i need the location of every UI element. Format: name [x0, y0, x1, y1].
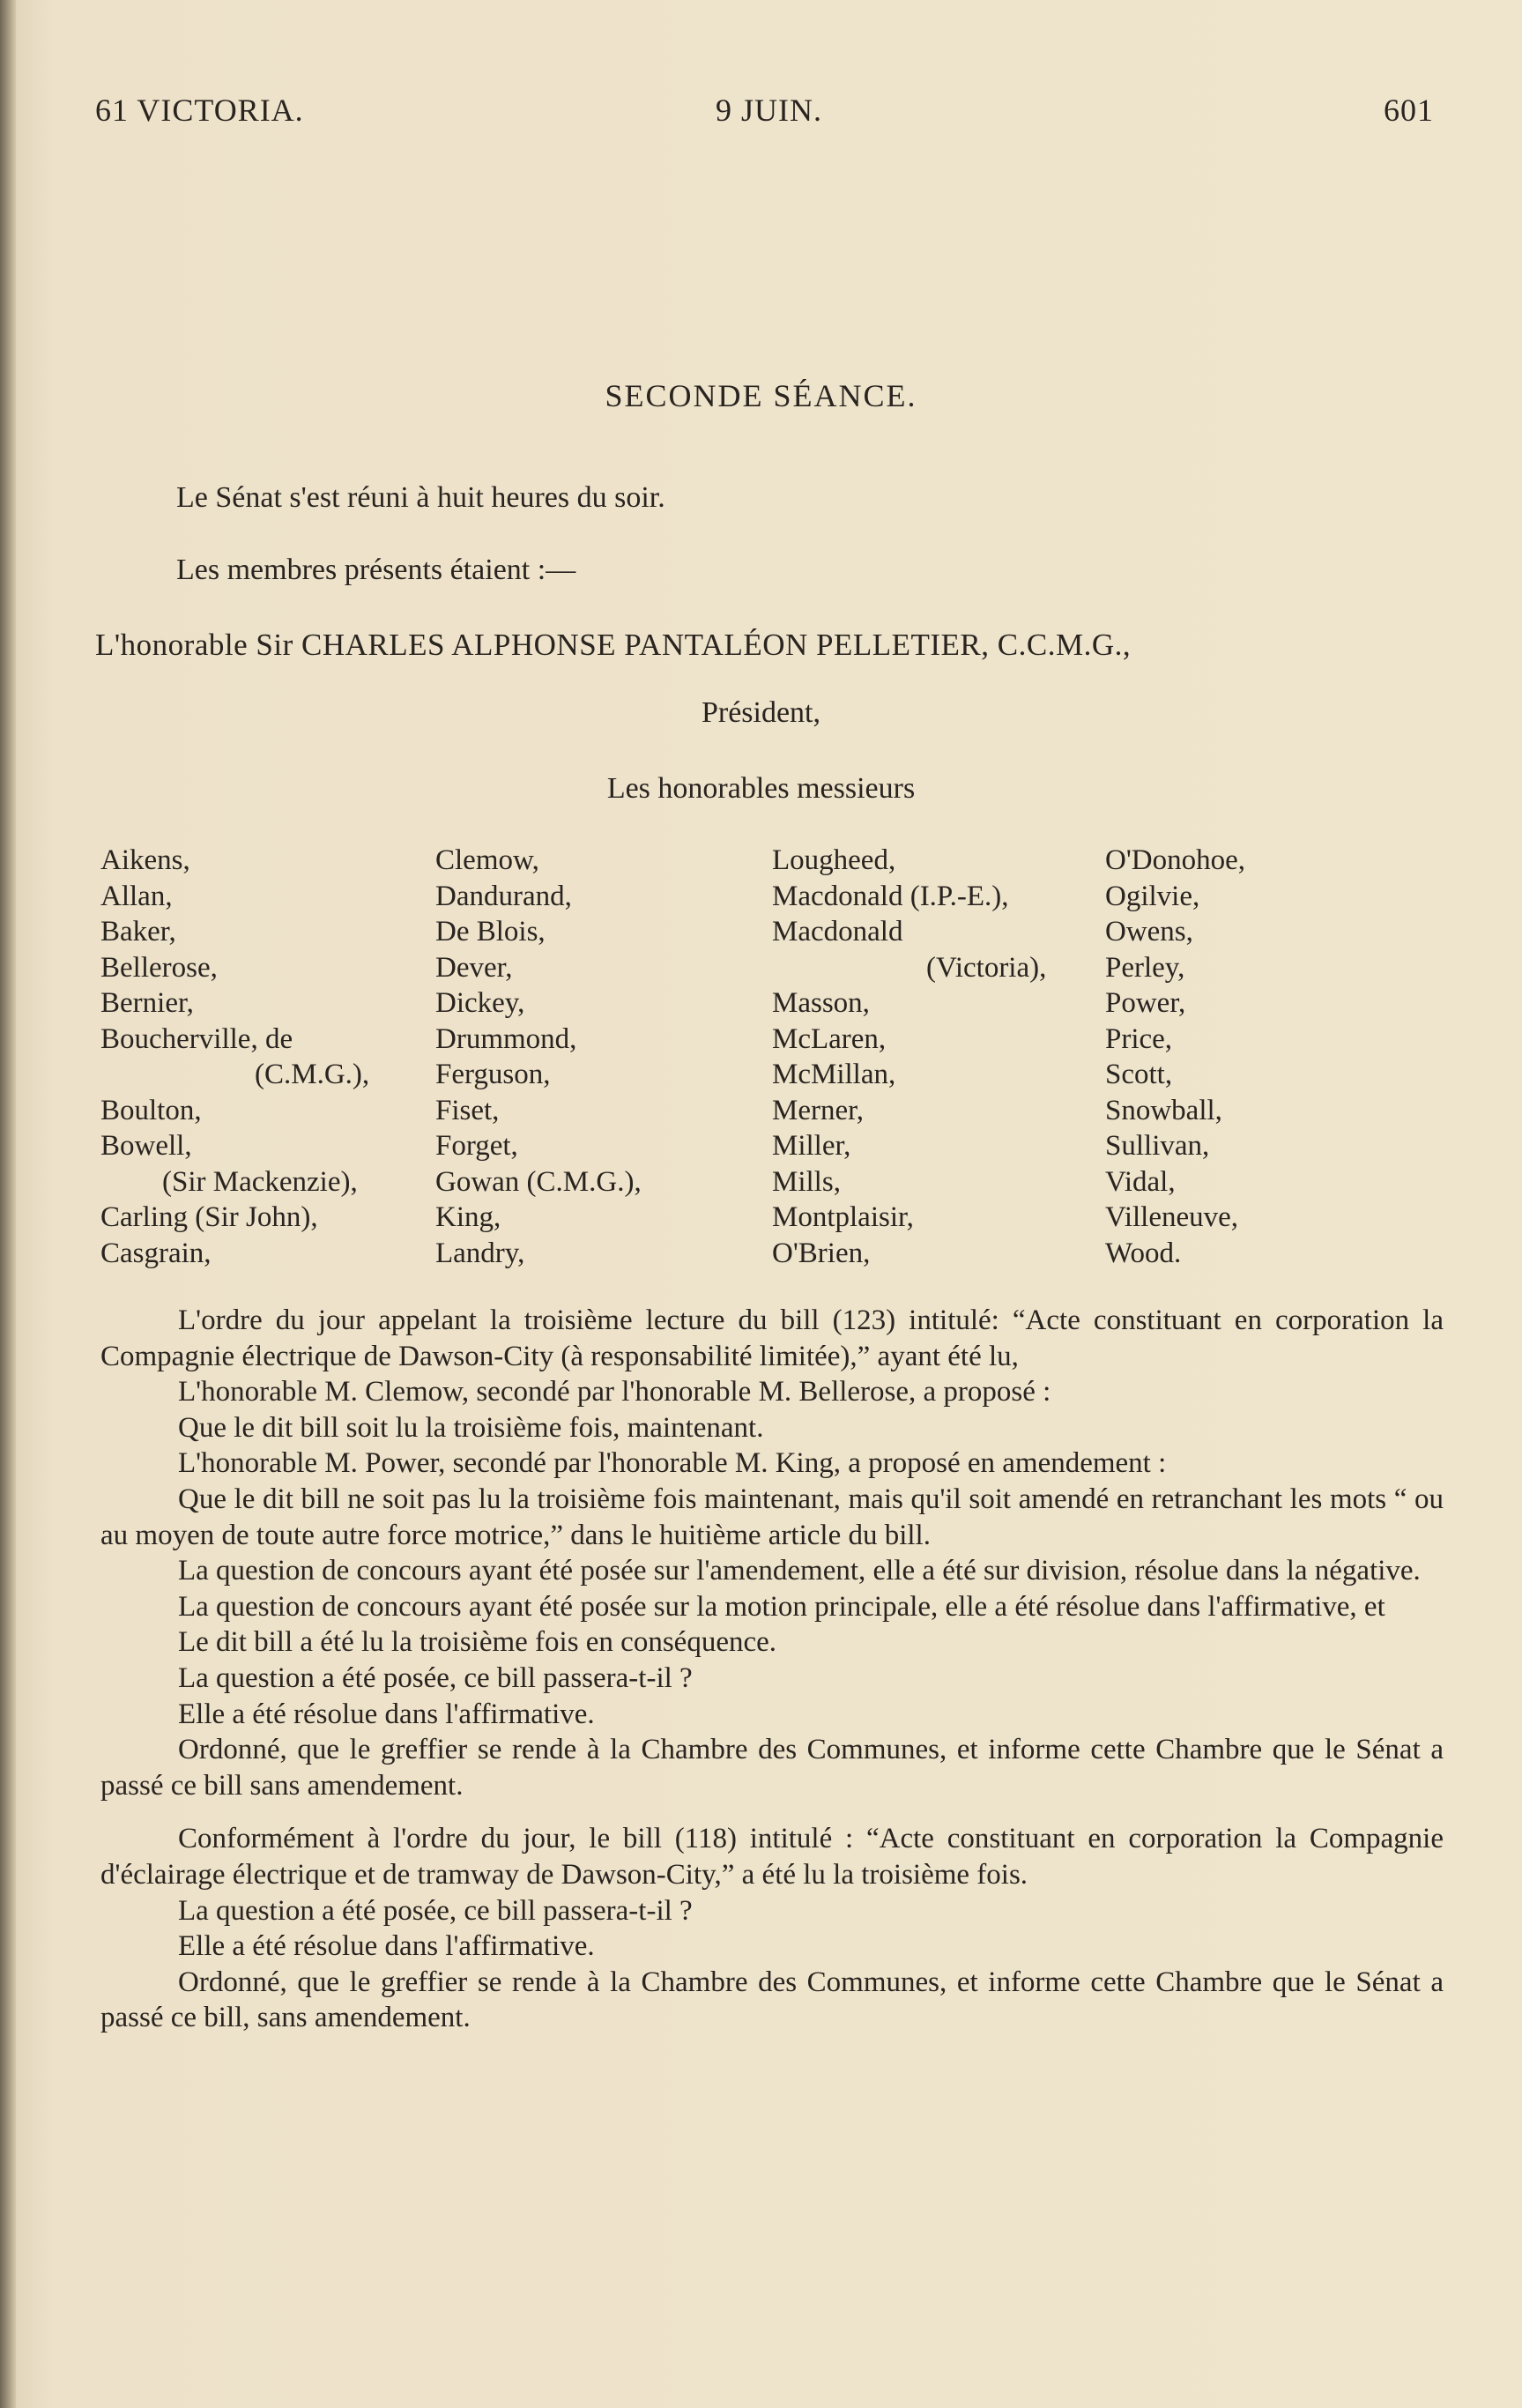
member-name: Perley, [1105, 951, 1185, 984]
members-column-4 [1105, 843, 1245, 1271]
paragraph: Ordonné, que le greffier se rende à la Chambre des Communes, et informe cette Chambre que le Sénat a passé ce bill, sans amendement. [100, 1966, 1444, 2034]
member-name: Aikens, [100, 844, 190, 876]
paragraph: La question de concours ayant été posée sur l'amendement, elle a été sur division, résolue dans la négative. [178, 1555, 1421, 1587]
member-name: Baker, [100, 916, 176, 948]
member-name: O'Donohoe, [1105, 844, 1246, 876]
member-name: Drummond, [435, 1022, 577, 1055]
members-column-2 [435, 843, 642, 1271]
president-title: Président, [701, 696, 821, 729]
member-name: Dever, [435, 951, 513, 984]
members-column-1 [100, 843, 369, 1271]
member-name-continuation: (Sir Mackenzie), [162, 1165, 358, 1198]
honorables-heading: Les honorables messieurs [606, 772, 916, 805]
member-name: Montplaisir, [772, 1201, 914, 1233]
proceedings-text [100, 1303, 1444, 2036]
paragraph: La question de concours ayant été posée sur la motion principale, elle a été résolue dans l'affirmative, et [178, 1590, 1385, 1623]
president-name: L'honorable Sir CHARLES ALPHONSE PANTALÉON PELLETIER, C.C.M.G., [95, 628, 1132, 662]
member-name-continuation: (Victoria), [926, 951, 1047, 984]
paragraph: Que le dit bill soit lu la troisième fois, maintenant. [178, 1411, 764, 1444]
member-name: Bernier, [100, 987, 194, 1019]
member-name: Villeneuve, [1105, 1201, 1239, 1233]
members-list [100, 843, 1405, 1283]
member-name: Macdonald [772, 916, 903, 948]
member-name: Sullivan, [1105, 1130, 1210, 1162]
member-name: Lougheed, [772, 844, 896, 876]
member-name: Dickey, [435, 987, 525, 1019]
member-name: King, [435, 1201, 501, 1233]
member-name: O'Brien, [772, 1237, 871, 1269]
member-name: Clemow, [435, 844, 539, 876]
member-name: Miller, [772, 1130, 851, 1162]
paragraph: La question a été posée, ce bill passera-t-il ? [178, 1894, 693, 1927]
member-name: Bowell, [100, 1130, 192, 1162]
member-name: Mills, [772, 1165, 841, 1198]
running-header-date: 9 JUIN. [716, 93, 822, 128]
paragraph: L'honorable M. Clemow, secondé par l'honorable M. Bellerose, a proposé : [178, 1376, 1051, 1408]
paragraph: Conformément à l'ordre du jour, le bill (118) intitulé : “Acte constituant en corporation la Compagnie d'éclairage électrique et de tramway de Dawson-City,” a été lu la troisième fois. [100, 1823, 1444, 1891]
member-name: Scott, [1105, 1059, 1173, 1090]
members-column-3 [772, 843, 1046, 1271]
members-present-intro: Les membres présents étaient :— [176, 554, 576, 586]
book-spine [0, 0, 16, 2408]
member-name: Masson, [772, 987, 870, 1019]
member-name: Forget, [435, 1130, 518, 1162]
member-name-continuation: (C.M.G.), [255, 1059, 370, 1090]
member-name: Dandurand, [435, 880, 572, 912]
sitting-statement: Le Sénat s'est réuni à huit heures du soir. [176, 481, 665, 514]
member-name: Allan, [100, 880, 173, 912]
member-name: Bellerose, [100, 951, 218, 984]
paragraph: La question a été posée, ce bill passera-t-il ? [178, 1661, 693, 1694]
paragraph: Elle a été résolue dans l'affirmative. [178, 1930, 595, 1963]
member-name: De Blois, [435, 916, 546, 948]
member-name: Boucherville, de [100, 1022, 293, 1055]
member-name: Price, [1105, 1022, 1173, 1055]
paragraph-gap [100, 1803, 1444, 1821]
paragraph: Que le dit bill ne soit pas lu la troisième fois maintenant, mais qu'il soit amendé en retranchant les mots “ ou au moyen de toute autre force motrice,” dans le huitième article du bill. [100, 1483, 1444, 1551]
member-name: Merner, [772, 1094, 865, 1126]
member-name: Macdonald (I.P.-E.), [772, 880, 1009, 912]
member-name: Ogilvie, [1105, 880, 1200, 912]
running-header-left: 61 VICTORIA. [95, 93, 304, 128]
member-name: Owens, [1105, 916, 1193, 948]
paragraph: Ordonné, que le greffier se rende à la Chambre des Communes, et informe cette Chambre que le Sénat a passé ce bill sans amendement. [100, 1734, 1444, 1802]
page-number: 601 [1384, 93, 1434, 128]
paragraph: L'honorable M. Power, secondé par l'honorable M. King, a proposé en amendement : [178, 1447, 1167, 1480]
member-name: McLaren, [772, 1022, 887, 1055]
paragraph: Le dit bill a été lu la troisième fois en conséquence. [178, 1626, 777, 1659]
member-name: McMillan, [772, 1059, 896, 1090]
member-name: Boulton, [100, 1094, 202, 1126]
member-name: Carling (Sir John), [100, 1201, 318, 1233]
paragraph: L'ordre du jour appelant la troisième lecture du bill (123) intitulé: “Acte constituant en corporation la Compagnie électrique de Dawson-City (à responsabilité limitée),” ayant été lu, [100, 1304, 1444, 1372]
paragraph: Elle a été résolue dans l'affirmative. [178, 1698, 595, 1730]
member-name: Gowan (C.M.G.), [435, 1165, 642, 1198]
member-name: Power, [1105, 987, 1186, 1019]
member-name: Landry, [435, 1237, 525, 1269]
member-name: Casgrain, [100, 1237, 212, 1269]
member-name: Ferguson, [435, 1059, 551, 1090]
member-name: Vidal, [1105, 1165, 1176, 1198]
member-name: Wood. [1105, 1237, 1182, 1269]
member-name: Fiset, [435, 1094, 500, 1126]
member-name: Snowball, [1105, 1094, 1222, 1126]
section-title: SECONDE SÉANCE. [605, 378, 917, 413]
